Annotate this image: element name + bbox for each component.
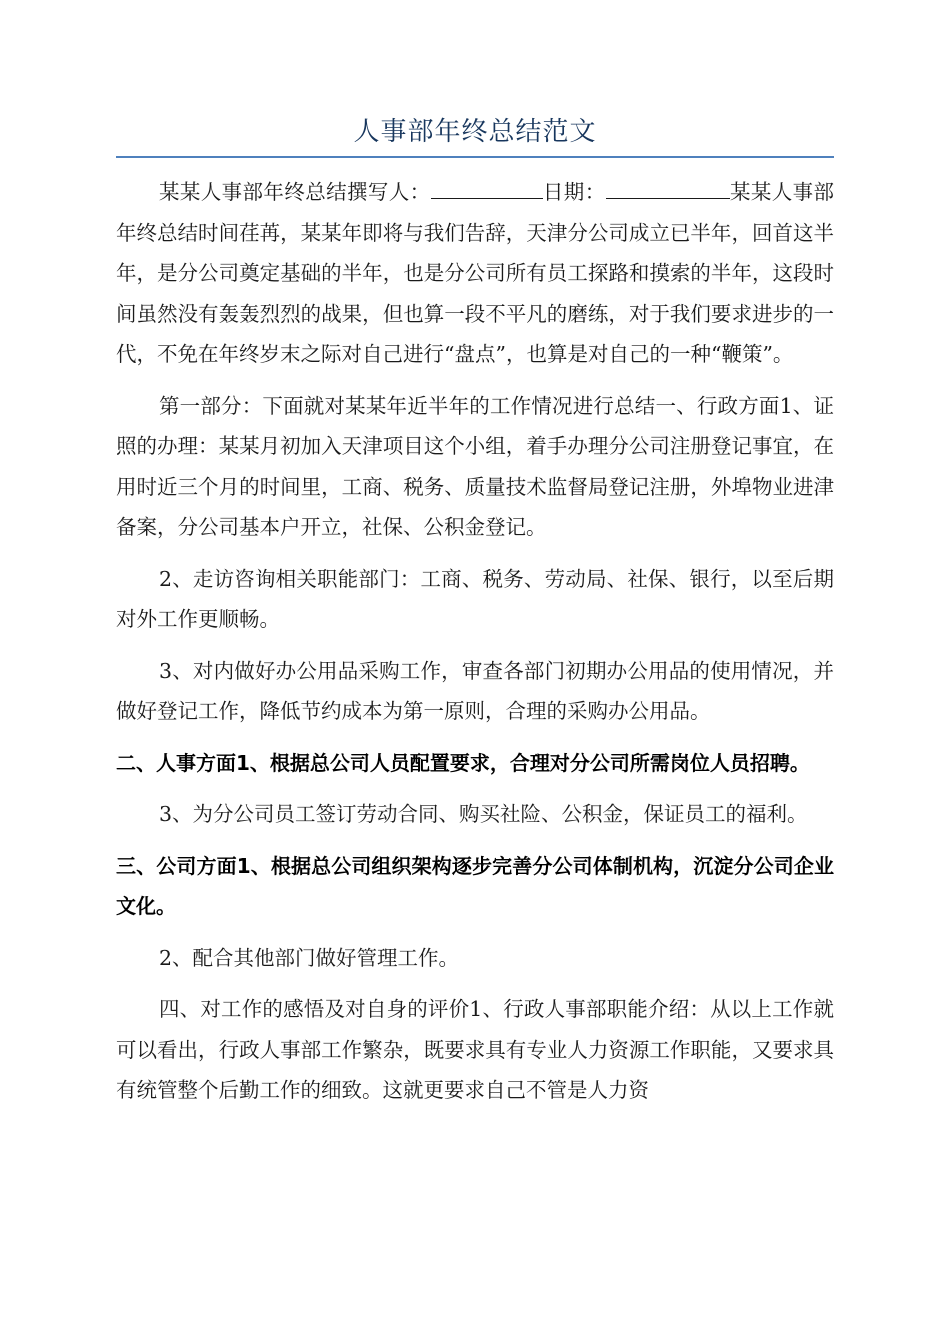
paragraph-labor-contract: 3、为分公司员工签订劳动合同、购买社险、公积金，保证员工的福利。: [159, 802, 808, 826]
heading-company: 三、公司方面1、根据总公司组织架构逐步完善分公司体制机构，沉淀分公司企业文化。: [116, 853, 834, 918]
intro-paragraph: [116, 172, 834, 375]
date-label: 日期：: [542, 180, 606, 204]
heading-personnel: 二、人事方面1、根据总公司人员配置要求，合理对分公司所需岗位人员招聘。: [116, 750, 810, 775]
paragraph-cooperate: 2、配合其他部门做好管理工作。: [159, 945, 460, 970]
paragraph-reflection: 四、对工作的感悟及对自身的评价1、行政人事部职能介绍：从以上工作就可以看出，行政人事部工作繁杂，既要求具有专业人力资源工作职能，又要求具有统管整个后勤工作的细致。这就更要求自己不管是人力资: [116, 997, 834, 1102]
title-block: [116, 110, 834, 158]
paragraph-part-one: 第一部分：下面就对某某年近半年的工作情况进行总结一、行政方面1、证照的办理：某某月初加入天津项目这个小组，着手办理分公司注册登记事宜，在用时近三个月的时间里，工商、税务、质量技术监督局登记注册，外埠物业进津备案，分公司基本户开立，社保、公积金登记。: [116, 393, 834, 539]
paragraph-visit-departments: 2、走访咨询相关职能部门：工商、税务、劳动局、社保、银行，以至后期对外工作更顺畅。: [116, 566, 834, 631]
page-title: 人事部年终总结范文: [353, 117, 597, 147]
author-blank: [431, 178, 543, 199]
intro-text: 某某人事部年终总结时间荏苒，某某年即将与我们告辞，天津分公司成立已半年，回首这半年，是分公司奠定基础的半年，也是分公司所有员工探路和摸索的半年，这段时间虽然没有轰轰烈烈的战果，但也算一段不平凡的磨练，对于我们要求进步的一代，不免在年终岁末之际对自己进行“盘点”，也算是对自己的一种“鞭策”。: [116, 180, 835, 366]
author-label: 某某人事部年终总结撰写人：: [159, 180, 431, 204]
document-body: [116, 172, 834, 1111]
paragraph-office-supplies: 3、对内做好办公用品采购工作，审查各部门初期办公用品的使用情况，并做好登记工作，降低节约成本为第一原则，合理的采购办公用品。: [116, 658, 834, 723]
date-blank: [606, 178, 730, 199]
